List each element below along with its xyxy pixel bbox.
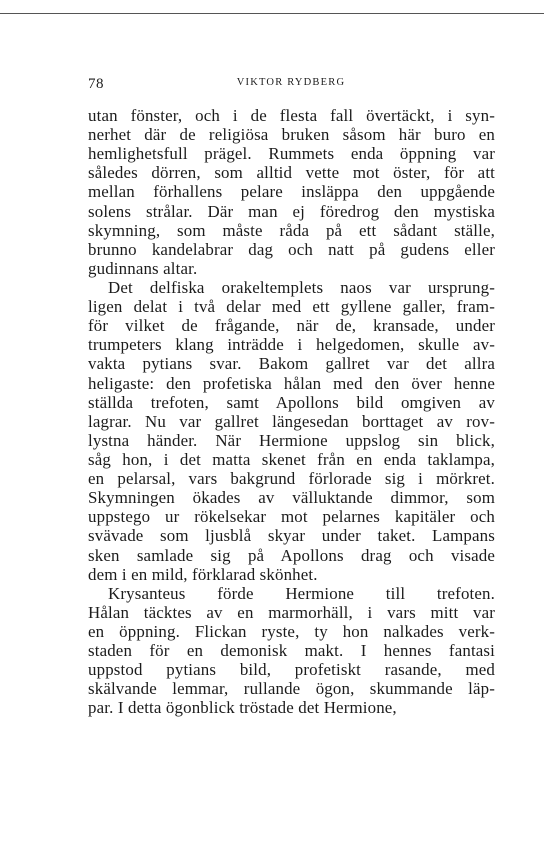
text-line: ställda trefoten, samt Apollons bild omgiven av <box>88 392 495 412</box>
text-line: trumpeters klang inträdde i helgedomen, skulle av- <box>88 335 495 355</box>
text-line: Skymningen ökades av välluktande dimmor, som <box>88 488 495 508</box>
top-rule <box>0 13 544 14</box>
text-line: således dörren, som alltid vette mot öster, för att <box>88 163 495 183</box>
text-line: uppstego ur rökelsekar mot pelarnes kapitäler och <box>88 507 495 527</box>
text-line: skälvande lemmar, rullande ögon, skummande läp- <box>88 679 495 699</box>
body-text <box>88 106 495 718</box>
paragraph <box>88 584 495 718</box>
text-line: vakta pytians svar. Bakom gallret var det allra <box>88 354 495 374</box>
text-line: ligen delat i två delar med ett gyllene galler, fram- <box>88 297 495 317</box>
paragraph <box>88 278 495 584</box>
page-header <box>88 76 494 92</box>
text-line: utan fönster, och i de flesta fall övertäckt, i syn- <box>88 106 495 125</box>
text-line: Hålan täcktes av en marmorhäll, i vars mitt var <box>88 602 495 622</box>
text-line: uppstod pytians bild, profetiskt rasande, med <box>88 660 495 680</box>
text-line: svävade som ljusblå skyar under taket. Lampans <box>88 526 495 546</box>
paragraph <box>88 106 495 278</box>
text-line: Det delfiska orakeltemplets naos var ursprung- <box>108 277 495 297</box>
text-line: skymning, som måste råda på ett sådant ställe, <box>88 220 495 240</box>
page-number: 78 <box>88 76 104 92</box>
text-line: lystna händer. När Hermione uppslog sin blick, <box>88 430 495 450</box>
text-line: staden för en demonisk makt. I hennes fantasi <box>88 641 495 661</box>
text-line: heligaste: den profetiska hålan med den över henne <box>88 373 495 393</box>
text-line: mellan förhallens pelare insläppa den uppgående <box>88 182 495 202</box>
text-line: såg hon, i det matta skenet från en enda taklampa, <box>88 449 495 469</box>
text-line: solens strålar. Där man ej föredrog den mystiska <box>88 201 495 221</box>
text-line: Krysanteus förde Hermione till trefoten. <box>108 583 495 603</box>
text-line: par. I detta ögonblick tröstade det Hermione, <box>88 698 397 718</box>
text-line: dem i en mild, förklarad skönhet. <box>88 564 318 584</box>
text-line: gudinnans altar. <box>88 258 198 278</box>
text-line: för vilket de frågande, när de, kransade, under <box>88 316 495 336</box>
text-line: nerhet där de religiösa bruken såsom här buro en <box>88 125 495 145</box>
text-line: hemlighetsfull prägel. Rummets enda öppning var <box>88 144 495 164</box>
text-line: en öppning. Flickan ryste, ty hon nalkades verk- <box>88 621 495 641</box>
text-line: brunno kandelabrar dag och natt på gudens eller <box>88 239 495 259</box>
text-line: en pelarsal, vars bakgrund förlorade sig i mörkret. <box>88 469 495 489</box>
running-head: VIKTOR RYDBERG <box>236 77 346 88</box>
text-line: lagrar. Nu var gallret längesedan borttaget av rov- <box>88 411 495 431</box>
text-line: sken samlade sig på Apollons drag och visade <box>88 545 495 565</box>
